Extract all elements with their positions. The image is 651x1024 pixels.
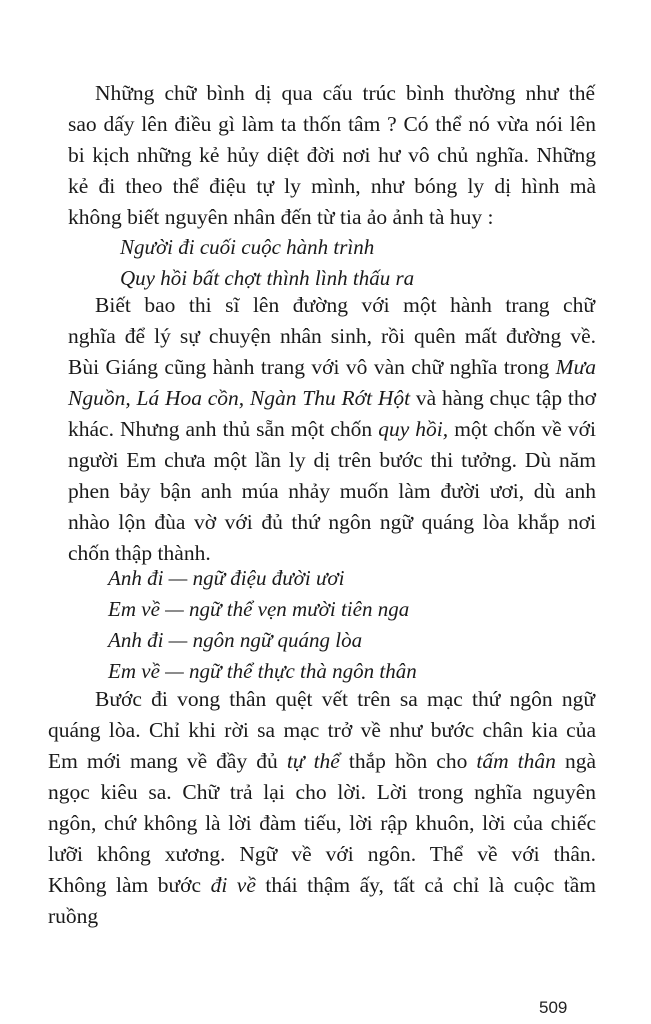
paragraph-2-line-4-italic: Nguồn, Lá Hoa cồn, Ngàn Thu Rớt Hột xyxy=(68,386,411,410)
paragraph-3-line-1: Bước đi vong thân quệt vết trên sa mạc thứ ngôn ngữ xyxy=(95,687,595,711)
paragraph-3-line-8: ruồng xyxy=(48,904,99,928)
paragraph-3-line-4: ngọc kiêu sa. Chữ trả lại cho lời. Lời trong nghĩa nguyên xyxy=(48,780,596,804)
paragraph-3-line-7-text-a: Không làm bước xyxy=(48,873,211,897)
paragraph-3-line-3 xyxy=(48,746,596,777)
paragraph-3-body xyxy=(48,715,596,932)
paragraph-2-line-4 xyxy=(68,383,596,414)
paragraph-3-line-3-text-e: ngà xyxy=(555,749,596,773)
paragraph-2-line-5-text-a: khác. Nhưng anh thủ sẵn một chốn xyxy=(68,417,379,441)
paragraph-3-line-3-italic-d: tấm thân xyxy=(476,749,556,773)
verse-2-line-3: Anh đi — ngôn ngữ quáng lòa xyxy=(108,628,363,652)
paragraph-3-line-2: quáng lòa. Chỉ khi rời sa mạc trở về như bước chân kia của xyxy=(48,718,596,742)
paragraph-2-line-1: Biết bao thi sĩ lên đường với một hành trang chữ xyxy=(95,293,595,317)
verse-1-line-2: Quy hồi bất chợt thình lình thấu ra xyxy=(120,266,415,290)
paragraph-2-line-3-text: Bùi Giáng cũng hành trang với vô vàn chữ nghĩa trong xyxy=(68,355,556,379)
verse-1-line-1: Người đi cuối cuộc hành trình xyxy=(120,235,375,259)
paragraph-2-line-5-text-c: một chốn về với xyxy=(448,417,596,441)
paragraph-1-line-2: sao dấy lên điều gì làm ta thốn tâm ? Có thể nó vừa nói lên xyxy=(68,112,596,136)
verse-1 xyxy=(120,232,414,294)
paragraph-2-line-5 xyxy=(68,414,596,445)
paragraph-2-line-7: phen bảy bận anh múa nhảy muốn làm đười ươi, dù anh xyxy=(68,479,596,503)
paragraph-1-body xyxy=(68,109,596,233)
paragraph-2-body xyxy=(68,321,596,569)
paragraph-3-line-7 xyxy=(48,870,596,901)
paragraph-1-line-3: bi kịch những kẻ hủy diệt đời nơi hư vô chủ nghĩa. Những xyxy=(68,143,596,167)
paragraph-3-line-5: ngôn, chứ không là lời đàm tiếu, lời rập khuôn, lời của chiếc xyxy=(48,811,596,835)
paragraph-2-line-3-italic: Mưa xyxy=(555,355,596,379)
paragraph-2-line-3 xyxy=(68,352,596,383)
paragraph-2-line-9: chốn thập thành. xyxy=(68,541,211,565)
paragraph-3-line-3-italic-b: tự thể xyxy=(286,749,340,773)
paragraph-1 xyxy=(95,78,595,109)
paragraph-3-line-7-text-c: thái thậm ấy, tất cả chỉ là cuộc tầm xyxy=(255,873,596,897)
paragraph-2-first xyxy=(95,290,595,321)
page-number: 509 xyxy=(539,998,568,1017)
verse-2-line-1: Anh đi — ngữ điệu đười ươi xyxy=(108,566,345,590)
paragraph-3-line-6: lưỡi không xương. Ngữ về với ngôn. Thể về với thân. xyxy=(48,842,596,866)
paragraph-2-line-6: người Em chưa một lần ly dị trên bước thi tưởng. Dù năm xyxy=(68,448,596,472)
paragraph-2-line-5-italic: quy hồi, xyxy=(378,417,449,441)
verse-2-line-4: Em về — ngữ thể thực thà ngôn thân xyxy=(108,659,417,683)
paragraph-3-first xyxy=(95,684,595,715)
paragraph-3-line-3-text-c: thắp hồn cho xyxy=(339,749,477,773)
paragraph-2-line-4-text: và hàng chục tập thơ xyxy=(410,386,596,410)
verse-2-line-2: Em về — ngữ thể vẹn mười tiên nga xyxy=(108,597,410,621)
paragraph-1-line-1: Những chữ bình dị qua cấu trúc bình thường như thế xyxy=(95,81,595,105)
paragraph-2-line-8: nhào lộn đùa vờ với đủ thứ ngôn ngữ quáng lòa khắp nơi xyxy=(68,510,596,534)
paragraph-2-line-2: nghĩa để lý sự chuyện nhân sinh, rồi quên mất đường về. xyxy=(68,324,596,348)
paragraph-1-line-4: kẻ đi theo thể điệu tự ly mình, như bóng ly dị hình mà xyxy=(68,174,596,198)
paragraph-3-line-3-text-a: Em mới mang về đầy đủ xyxy=(48,749,287,773)
paragraph-1-line-5: không biết nguyên nhân đến từ tia ảo ảnh tà huy : xyxy=(68,205,494,229)
paragraph-3-line-7-italic: đi về xyxy=(210,873,256,897)
verse-2 xyxy=(108,563,417,687)
